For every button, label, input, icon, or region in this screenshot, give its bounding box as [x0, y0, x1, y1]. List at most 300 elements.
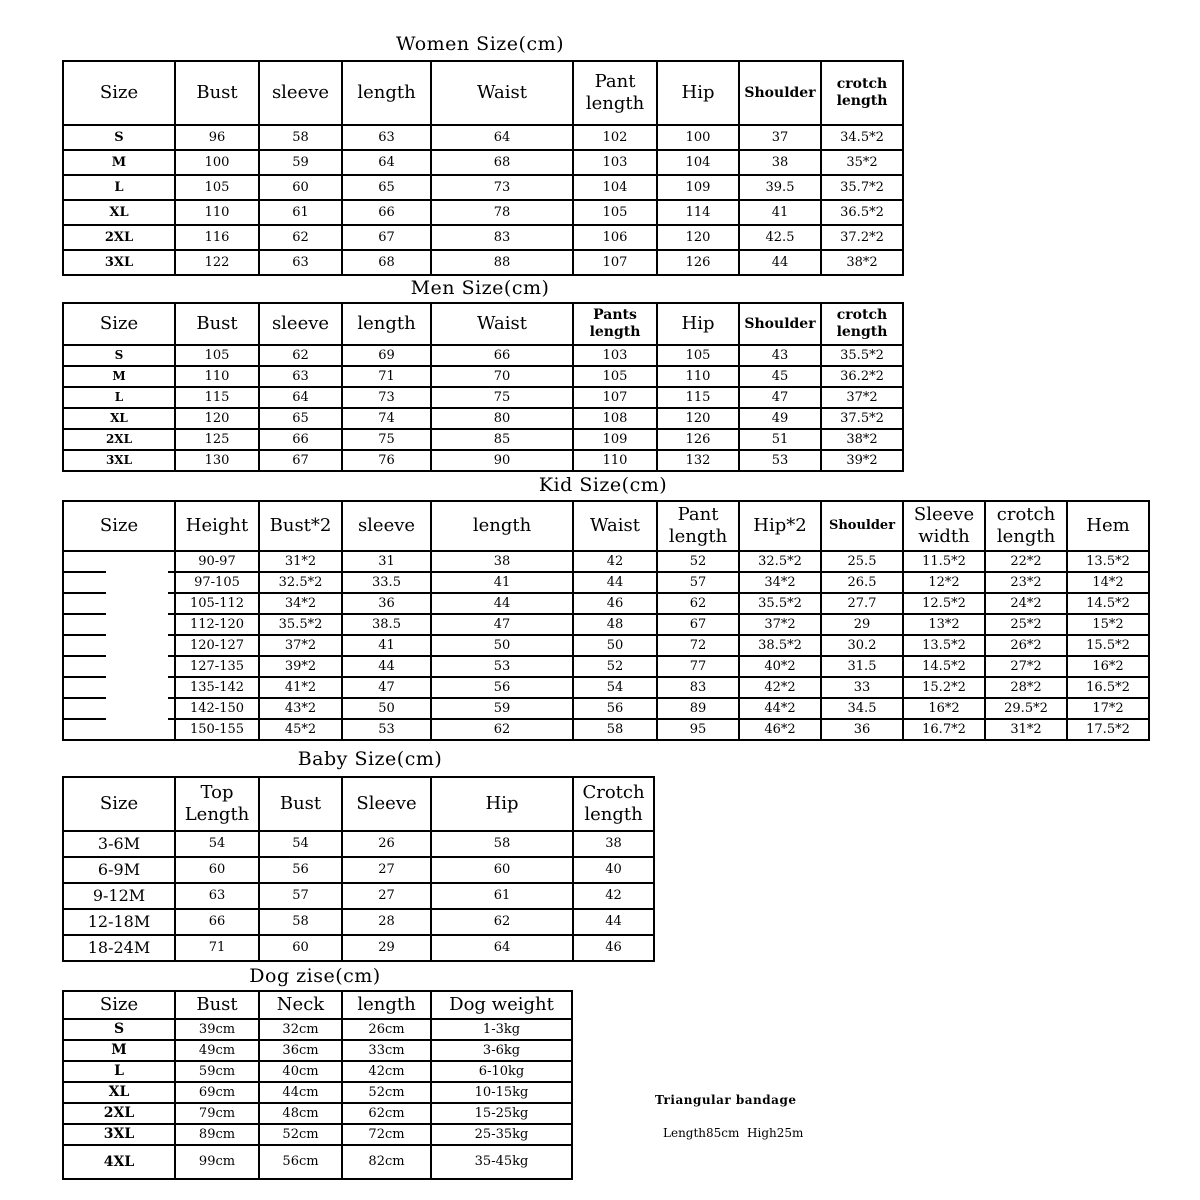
kid-value-cell: 16*2 — [903, 698, 985, 719]
women-value-cell: 64 — [342, 150, 431, 175]
table-row — [63, 593, 1149, 614]
kid-value-cell: 31*2 — [985, 719, 1067, 740]
table-row — [63, 656, 1149, 677]
dog-title: Dog zise(cm) — [249, 965, 381, 987]
men-value-cell: 45 — [739, 366, 821, 387]
kid-value-cell: 42*2 — [739, 677, 821, 698]
men-value-cell: 110 — [573, 450, 657, 471]
kid-value-cell: 142-150 — [175, 698, 259, 719]
men-value-cell: 73 — [342, 387, 431, 408]
baby-title: Baby Size(cm) — [297, 748, 443, 770]
kid-value-cell: 44*2 — [739, 698, 821, 719]
kid-value-cell: 57 — [657, 572, 739, 593]
kid-value-cell: 34.5 — [821, 698, 903, 719]
men-value-cell: 75 — [342, 429, 431, 450]
baby-value-cell: 46 — [573, 935, 654, 961]
baby-value-cell: 40 — [573, 857, 654, 883]
kid-value-cell: 31 — [342, 551, 431, 572]
bandage-title: Triangular bandage — [655, 1093, 797, 1107]
dog-value-cell: 39cm — [175, 1019, 259, 1040]
women-size-cell: 3XL — [63, 250, 175, 275]
kid-header-length: length — [431, 501, 573, 551]
baby-value-cell: 54 — [175, 831, 259, 857]
kid-value-cell: 37*2 — [259, 635, 342, 656]
dog-size-cell: M — [63, 1040, 175, 1061]
kid-value-cell: 38 — [431, 551, 573, 572]
kid-value-cell: 44 — [431, 593, 573, 614]
women-size-table — [62, 60, 904, 276]
men-value-cell: 74 — [342, 408, 431, 429]
women-value-cell: 116 — [175, 225, 259, 250]
women-value-cell: 63 — [259, 250, 342, 275]
table-row — [63, 1019, 572, 1040]
kid-value-cell: 17*2 — [1067, 698, 1149, 719]
men-header-row — [63, 303, 903, 345]
women-value-cell: 68 — [431, 150, 573, 175]
dog-header-bust: Bust — [175, 991, 259, 1019]
table-row — [63, 857, 654, 883]
table-row — [63, 935, 654, 961]
kid-value-cell: 44 — [342, 656, 431, 677]
men-value-cell: 66 — [431, 345, 573, 366]
table-row — [63, 429, 903, 450]
women-value-cell: 35.7*2 — [821, 175, 903, 200]
women-value-cell: 68 — [342, 250, 431, 275]
baby-header-top-length: Top Length — [175, 777, 259, 831]
men-value-cell: 80 — [431, 408, 573, 429]
kid-value-cell: 39*2 — [259, 656, 342, 677]
table-row — [63, 450, 903, 471]
men-title: Men Size(cm) — [410, 277, 550, 299]
baby-value-cell: 56 — [259, 857, 342, 883]
kid-value-cell: 83 — [657, 677, 739, 698]
kid-title: Kid Size(cm) — [538, 474, 668, 496]
kid-value-cell: 23*2 — [985, 572, 1067, 593]
kid-value-cell: 77 — [657, 656, 739, 677]
kid-value-cell: 16.5*2 — [1067, 677, 1149, 698]
men-value-cell: 105 — [657, 345, 739, 366]
kid-value-cell: 58 — [573, 719, 657, 740]
men-value-cell: 85 — [431, 429, 573, 450]
dog-value-cell: 15-25kg — [431, 1103, 572, 1124]
men-value-cell: 109 — [573, 429, 657, 450]
men-value-cell: 75 — [431, 387, 573, 408]
dog-value-cell: 99cm — [175, 1145, 259, 1179]
kid-value-cell: 15*2 — [1067, 614, 1149, 635]
dog-value-cell: 69cm — [175, 1082, 259, 1103]
kid-header-bust-2: Bust*2 — [259, 501, 342, 551]
men-header-shoulder: Shoulder — [739, 303, 821, 345]
table-row — [63, 250, 903, 275]
women-size-cell: M — [63, 150, 175, 175]
table-row — [63, 883, 654, 909]
men-value-cell: 53 — [739, 450, 821, 471]
table-row — [63, 719, 1149, 740]
kid-header-size: Size — [63, 501, 175, 551]
table-row — [63, 345, 903, 366]
dog-header-size: Size — [63, 991, 175, 1019]
kid-value-cell: 15.5*2 — [1067, 635, 1149, 656]
kid-value-cell: 72 — [657, 635, 739, 656]
baby-size-cell: 6-9M — [63, 857, 175, 883]
kid-value-cell: 48 — [573, 614, 657, 635]
women-header-pant-length: Pant length — [573, 61, 657, 125]
men-header-crotch-length: crotch length — [821, 303, 903, 345]
baby-value-cell: 38 — [573, 831, 654, 857]
kid-value-cell: 52 — [657, 551, 739, 572]
kid-value-cell: 47 — [342, 677, 431, 698]
men-value-cell: 108 — [573, 408, 657, 429]
women-header-sleeve: sleeve — [259, 61, 342, 125]
kid-value-cell: 14.5*2 — [1067, 593, 1149, 614]
table-row — [63, 387, 903, 408]
men-value-cell: 63 — [259, 366, 342, 387]
table-row — [63, 150, 903, 175]
baby-header-sleeve: Sleeve — [342, 777, 431, 831]
men-value-cell: 38*2 — [821, 429, 903, 450]
table-row — [63, 677, 1149, 698]
table-row — [63, 175, 903, 200]
kid-value-cell: 56 — [573, 698, 657, 719]
kid-value-cell: 44 — [573, 572, 657, 593]
men-value-cell: 120 — [657, 408, 739, 429]
kid-header-pant-length: Pant length — [657, 501, 739, 551]
men-value-cell: 51 — [739, 429, 821, 450]
kid-value-cell: 12.5*2 — [903, 593, 985, 614]
kid-value-cell: 50 — [431, 635, 573, 656]
kid-value-cell: 67 — [657, 614, 739, 635]
women-value-cell: 34.5*2 — [821, 125, 903, 150]
kid-value-cell: 36 — [821, 719, 903, 740]
kid-value-cell: 41 — [431, 572, 573, 593]
men-header-bust: Bust — [175, 303, 259, 345]
kid-header-waist: Waist — [573, 501, 657, 551]
baby-value-cell: 44 — [573, 909, 654, 935]
kid-header-sleeve: sleeve — [342, 501, 431, 551]
women-value-cell: 35*2 — [821, 150, 903, 175]
kid-value-cell: 105-112 — [175, 593, 259, 614]
kid-value-cell: 62 — [657, 593, 739, 614]
women-value-cell: 83 — [431, 225, 573, 250]
women-value-cell: 122 — [175, 250, 259, 275]
baby-value-cell: 58 — [431, 831, 573, 857]
baby-value-cell: 29 — [342, 935, 431, 961]
kid-value-cell: 95 — [657, 719, 739, 740]
kid-value-cell: 38.5*2 — [739, 635, 821, 656]
baby-header-size: Size — [63, 777, 175, 831]
kid-value-cell: 56 — [431, 677, 573, 698]
kid-value-cell: 89 — [657, 698, 739, 719]
kid-value-cell: 12*2 — [903, 572, 985, 593]
kid-value-cell: 36 — [342, 593, 431, 614]
men-header-pants-length: Pants length — [573, 303, 657, 345]
table-row — [63, 125, 903, 150]
women-value-cell: 114 — [657, 200, 739, 225]
men-value-cell: 90 — [431, 450, 573, 471]
kid-value-cell: 40*2 — [739, 656, 821, 677]
kid-value-cell: 53 — [342, 719, 431, 740]
dog-header-dog-weight: Dog weight — [431, 991, 572, 1019]
kid-value-cell: 11.5*2 — [903, 551, 985, 572]
baby-value-cell: 66 — [175, 909, 259, 935]
men-size-cell: L — [63, 387, 175, 408]
men-size-cell: S — [63, 345, 175, 366]
men-value-cell: 105 — [573, 366, 657, 387]
baby-value-cell: 62 — [431, 909, 573, 935]
kid-size-mask — [106, 553, 168, 738]
kid-value-cell: 135-142 — [175, 677, 259, 698]
dog-value-cell: 26cm — [342, 1019, 431, 1040]
dog-value-cell: 36cm — [259, 1040, 342, 1061]
dog-value-cell: 25-35kg — [431, 1124, 572, 1145]
kid-value-cell: 97-105 — [175, 572, 259, 593]
women-value-cell: 78 — [431, 200, 573, 225]
baby-value-cell: 60 — [175, 857, 259, 883]
kid-value-cell: 13.5*2 — [903, 635, 985, 656]
baby-size-cell: 3-6M — [63, 831, 175, 857]
men-header-length: length — [342, 303, 431, 345]
baby-value-cell: 64 — [431, 935, 573, 961]
women-header-length: length — [342, 61, 431, 125]
baby-value-cell: 60 — [259, 935, 342, 961]
men-header-waist: Waist — [431, 303, 573, 345]
kid-value-cell: 112-120 — [175, 614, 259, 635]
dog-value-cell: 72cm — [342, 1124, 431, 1145]
kid-value-cell: 41 — [342, 635, 431, 656]
women-value-cell: 104 — [573, 175, 657, 200]
table-row — [63, 225, 903, 250]
table-row — [63, 635, 1149, 656]
baby-value-cell: 61 — [431, 883, 573, 909]
men-value-cell: 115 — [175, 387, 259, 408]
kid-header-shoulder: Shoulder — [821, 501, 903, 551]
women-value-cell: 42.5 — [739, 225, 821, 250]
women-value-cell: 67 — [342, 225, 431, 250]
kid-value-cell: 127-135 — [175, 656, 259, 677]
kid-value-cell: 42 — [573, 551, 657, 572]
kid-value-cell: 37*2 — [739, 614, 821, 635]
bandage-details: Length85cm High25m — [663, 1126, 804, 1140]
dog-header-neck: Neck — [259, 991, 342, 1019]
women-value-cell: 88 — [431, 250, 573, 275]
kid-value-cell: 29 — [821, 614, 903, 635]
men-header-hip: Hip — [657, 303, 739, 345]
baby-value-cell: 27 — [342, 857, 431, 883]
kid-value-cell: 47 — [431, 614, 573, 635]
men-value-cell: 107 — [573, 387, 657, 408]
dog-value-cell: 48cm — [259, 1103, 342, 1124]
dog-value-cell: 52cm — [342, 1082, 431, 1103]
baby-value-cell: 63 — [175, 883, 259, 909]
table-row — [63, 698, 1149, 719]
kid-value-cell: 54 — [573, 677, 657, 698]
kid-value-cell: 24*2 — [985, 593, 1067, 614]
dog-size-cell: 2XL — [63, 1103, 175, 1124]
women-value-cell: 62 — [259, 225, 342, 250]
kid-value-cell: 27.7 — [821, 593, 903, 614]
women-value-cell: 37 — [739, 125, 821, 150]
women-value-cell: 65 — [342, 175, 431, 200]
kid-value-cell: 43*2 — [259, 698, 342, 719]
kid-value-cell: 90-97 — [175, 551, 259, 572]
women-value-cell: 109 — [657, 175, 739, 200]
men-value-cell: 125 — [175, 429, 259, 450]
kid-value-cell: 17.5*2 — [1067, 719, 1149, 740]
dog-value-cell: 56cm — [259, 1145, 342, 1179]
kid-value-cell: 150-155 — [175, 719, 259, 740]
women-value-cell: 61 — [259, 200, 342, 225]
kid-value-cell: 34*2 — [259, 593, 342, 614]
dog-value-cell: 1-3kg — [431, 1019, 572, 1040]
men-value-cell: 36.2*2 — [821, 366, 903, 387]
dog-size-cell: XL — [63, 1082, 175, 1103]
men-value-cell: 103 — [573, 345, 657, 366]
table-row — [63, 1061, 572, 1082]
men-value-cell: 64 — [259, 387, 342, 408]
kid-value-cell: 14*2 — [1067, 572, 1149, 593]
women-value-cell: 100 — [175, 150, 259, 175]
men-value-cell: 37.5*2 — [821, 408, 903, 429]
kid-value-cell: 26.5 — [821, 572, 903, 593]
women-value-cell: 66 — [342, 200, 431, 225]
men-value-cell: 39*2 — [821, 450, 903, 471]
men-size-cell: 3XL — [63, 450, 175, 471]
men-size-cell: 2XL — [63, 429, 175, 450]
dog-value-cell: 3-6kg — [431, 1040, 572, 1061]
women-value-cell: 36.5*2 — [821, 200, 903, 225]
dog-value-cell: 49cm — [175, 1040, 259, 1061]
men-value-cell: 76 — [342, 450, 431, 471]
men-value-cell: 130 — [175, 450, 259, 471]
women-value-cell: 44 — [739, 250, 821, 275]
women-value-cell: 120 — [657, 225, 739, 250]
kid-header-hem: Hem — [1067, 501, 1149, 551]
kid-size-table — [62, 500, 1150, 741]
kid-value-cell: 13.5*2 — [1067, 551, 1149, 572]
table-row — [63, 909, 654, 935]
kid-value-cell: 52 — [573, 656, 657, 677]
kid-value-cell: 27*2 — [985, 656, 1067, 677]
table-row — [63, 366, 903, 387]
women-value-cell: 103 — [573, 150, 657, 175]
women-value-cell: 107 — [573, 250, 657, 275]
men-value-cell: 69 — [342, 345, 431, 366]
men-value-cell: 110 — [175, 366, 259, 387]
dog-value-cell: 52cm — [259, 1124, 342, 1145]
dog-value-cell: 32cm — [259, 1019, 342, 1040]
kid-value-cell: 15.2*2 — [903, 677, 985, 698]
men-header-size: Size — [63, 303, 175, 345]
men-value-cell: 120 — [175, 408, 259, 429]
kid-value-cell: 31.5 — [821, 656, 903, 677]
table-row — [63, 408, 903, 429]
women-header-shoulder: Shoulder — [739, 61, 821, 125]
kid-value-cell: 30.2 — [821, 635, 903, 656]
kid-value-cell: 22*2 — [985, 551, 1067, 572]
kid-value-cell: 59 — [431, 698, 573, 719]
women-value-cell: 39.5 — [739, 175, 821, 200]
women-value-cell: 100 — [657, 125, 739, 150]
baby-size-cell: 9-12M — [63, 883, 175, 909]
women-value-cell: 96 — [175, 125, 259, 150]
women-value-cell: 60 — [259, 175, 342, 200]
table-row — [63, 551, 1149, 572]
kid-value-cell: 32.5*2 — [739, 551, 821, 572]
dog-size-cell: S — [63, 1019, 175, 1040]
women-size-cell: 2XL — [63, 225, 175, 250]
men-value-cell: 115 — [657, 387, 739, 408]
table-row — [63, 200, 903, 225]
kid-value-cell: 31*2 — [259, 551, 342, 572]
kid-header-crotch-length: crotch length — [985, 501, 1067, 551]
women-header-hip: Hip — [657, 61, 739, 125]
baby-value-cell: 42 — [573, 883, 654, 909]
women-value-cell: 64 — [431, 125, 573, 150]
kid-value-cell: 13*2 — [903, 614, 985, 635]
men-value-cell: 132 — [657, 450, 739, 471]
table-row — [63, 1082, 572, 1103]
women-value-cell: 110 — [175, 200, 259, 225]
men-value-cell: 66 — [259, 429, 342, 450]
kid-value-cell: 26*2 — [985, 635, 1067, 656]
women-value-cell: 105 — [175, 175, 259, 200]
kid-value-cell: 33 — [821, 677, 903, 698]
table-row — [63, 1124, 572, 1145]
dog-header-row — [63, 991, 572, 1019]
dog-value-cell: 35-45kg — [431, 1145, 572, 1179]
kid-value-cell: 35.5*2 — [259, 614, 342, 635]
kid-value-cell: 32.5*2 — [259, 572, 342, 593]
kid-value-cell: 50 — [342, 698, 431, 719]
men-value-cell: 126 — [657, 429, 739, 450]
women-title: Women Size(cm) — [395, 33, 565, 55]
dog-value-cell: 89cm — [175, 1124, 259, 1145]
kid-value-cell: 38.5 — [342, 614, 431, 635]
dog-value-cell: 10-15kg — [431, 1082, 572, 1103]
table-row — [63, 1103, 572, 1124]
dog-size-cell: 3XL — [63, 1124, 175, 1145]
dog-size-cell: 4XL — [63, 1145, 175, 1179]
men-value-cell: 35.5*2 — [821, 345, 903, 366]
baby-header-crotch-length: Crotch length — [573, 777, 654, 831]
men-value-cell: 105 — [175, 345, 259, 366]
women-size-cell: L — [63, 175, 175, 200]
baby-value-cell: 28 — [342, 909, 431, 935]
women-value-cell: 41 — [739, 200, 821, 225]
men-value-cell: 37*2 — [821, 387, 903, 408]
kid-value-cell: 50 — [573, 635, 657, 656]
baby-value-cell: 58 — [259, 909, 342, 935]
kid-value-cell: 41*2 — [259, 677, 342, 698]
kid-header-height: Height — [175, 501, 259, 551]
women-value-cell: 38 — [739, 150, 821, 175]
men-value-cell: 65 — [259, 408, 342, 429]
baby-header-row — [63, 777, 654, 831]
women-header-size: Size — [63, 61, 175, 125]
baby-size-cell: 12-18M — [63, 909, 175, 935]
dog-size-table — [62, 990, 573, 1180]
kid-value-cell: 46*2 — [739, 719, 821, 740]
kid-value-cell: 45*2 — [259, 719, 342, 740]
kid-value-cell: 28*2 — [985, 677, 1067, 698]
men-size-cell: XL — [63, 408, 175, 429]
men-value-cell: 67 — [259, 450, 342, 471]
men-value-cell: 49 — [739, 408, 821, 429]
women-value-cell: 106 — [573, 225, 657, 250]
table-row — [63, 572, 1149, 593]
women-value-cell: 58 — [259, 125, 342, 150]
kid-value-cell: 34*2 — [739, 572, 821, 593]
